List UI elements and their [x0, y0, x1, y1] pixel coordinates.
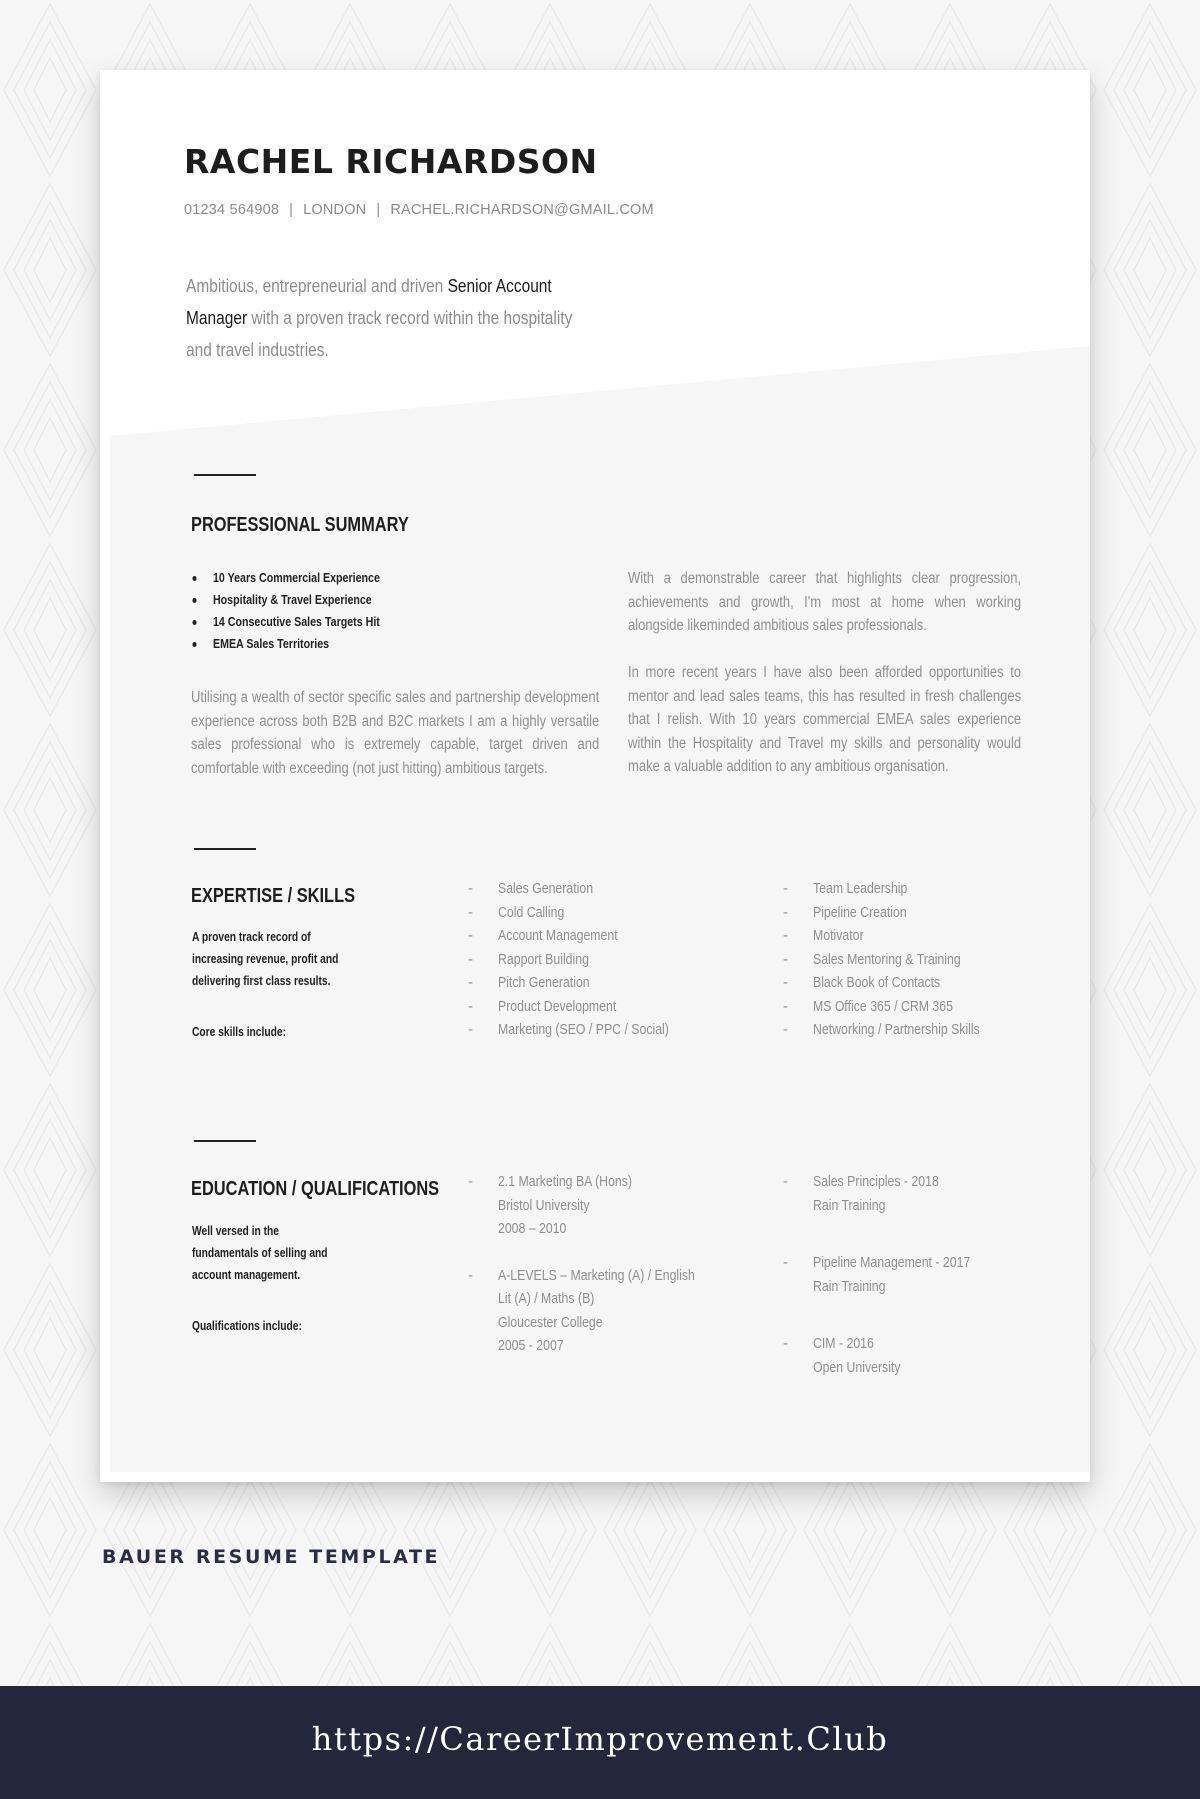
summary-left-paragraph: [191, 686, 681, 780]
contact-email: RACHEL.RICHARDSON@GMAIL.COM: [390, 202, 654, 218]
footer-bar: [0, 1686, 1200, 1799]
skills-column-1: [468, 877, 706, 1042]
education-line: 2008 – 2010: [498, 1220, 567, 1237]
contact-line: [184, 202, 654, 218]
summary-right-text: In more recent years I have also been afforded opportunities to mentor and lead sales teams, this has resulted in fresh challenges that I relish. With 10 years commercial EMEA sales experience within the Hospitality and Travel my skills and personality would make a valuable addition to any ambitious organisation.: [628, 664, 1022, 775]
intro-statement: [186, 270, 599, 366]
contact-phone: 01234 564908: [184, 202, 280, 218]
section-title-expertise: EXPERTISE / SKILLS: [191, 885, 356, 907]
candidate-name: RACHEL RICHARDSON: [184, 142, 598, 181]
expertise-note: [192, 926, 338, 1043]
education-note: [192, 1220, 328, 1337]
qualification-line: - Pipeline Management - 2017: [813, 1254, 971, 1271]
note-line: delivering first class results.: [192, 974, 331, 988]
education-line: Bristol University: [498, 1196, 590, 1214]
intro-text: Ambitious, entrepreneurial and driven: [186, 276, 448, 296]
summary-left-text: Utilising a wealth of sector specific sales and partnership development experience across both B2B and B2C markets I am a highly versatile sales professional who is extremely capable, target driven and comfortable with exceeding (not just hitting) ambitious targets.: [191, 689, 600, 777]
section-rule: [194, 474, 256, 476]
section-title-professional-summary: PROFESSIONAL SUMMARY: [191, 514, 409, 536]
summary-bullet: Hospitality & Travel Experience: [190, 589, 380, 611]
section-title-education: EDUCATION / QUALIFICATIONS: [191, 1178, 440, 1200]
education-item: [468, 1264, 738, 1358]
skill-item: - Sales Generation: [468, 877, 706, 901]
skill-item: - Pitch Generation: [468, 971, 706, 995]
summary-right-paragraph-1: [628, 567, 1090, 638]
core-skills-label: Core skills include:: [192, 1025, 286, 1039]
template-brand-label: BAUER RESUME TEMPLATE: [102, 1546, 441, 1568]
summary-bullet: 14 Consecutive Sales Targets Hit: [190, 611, 380, 633]
qualification-item: [783, 1332, 1005, 1379]
education-item: [468, 1170, 738, 1241]
section-rule: [194, 848, 256, 850]
summary-bullet-list: [190, 567, 422, 655]
qualification-line: - Sales Principles - 2018: [813, 1173, 939, 1190]
note-line: fundamentals of selling and: [192, 1246, 328, 1260]
education-line: 2005 - 2007: [498, 1337, 564, 1354]
qualification-item: [783, 1170, 1005, 1217]
contact-separator: |: [289, 202, 294, 218]
qualifications-label: Qualifications include:: [192, 1319, 302, 1333]
note-line: A proven track record of: [192, 930, 311, 944]
skill-item: - Team Leadership: [783, 877, 1016, 901]
qualification-line: Open University: [813, 1358, 901, 1376]
skill-item: - Motivator: [783, 924, 1016, 948]
education-line: Gloucester College: [498, 1313, 603, 1331]
footer-url-link[interactable]: https://CareerImprovement.Club: [311, 1719, 889, 1758]
skill-item: - Rapport Building: [468, 948, 706, 972]
note-line: Well versed in the: [192, 1224, 279, 1238]
resume-page: [100, 70, 1090, 1482]
education-column-2: [783, 1170, 1005, 1402]
education-line: Lit (A) / Maths (B): [498, 1290, 595, 1307]
education-column-1: [468, 1170, 738, 1381]
contact-separator: |: [376, 202, 381, 218]
qualification-line: - CIM - 2016: [813, 1335, 874, 1352]
skill-item: - MS Office 365 / CRM 365: [783, 995, 1016, 1019]
skill-item: - Product Development: [468, 995, 706, 1019]
skill-item: - Black Book of Contacts: [783, 971, 1016, 995]
summary-bullet: 10 Years Commercial Experience: [190, 567, 380, 589]
skill-item: - Cold Calling: [468, 901, 706, 925]
section-rule: [194, 1140, 256, 1142]
summary-bullet: EMEA Sales Territories: [190, 633, 380, 655]
intro-text: with a proven track record within the hospitality and travel industries.: [186, 308, 573, 360]
skills-column-2: [783, 877, 1016, 1042]
qualification-item: [783, 1251, 1005, 1298]
skill-item: - Account Management: [468, 924, 706, 948]
qualification-line: Rain Training: [813, 1277, 886, 1295]
skill-item: - Networking / Partnership Skills: [783, 1018, 1016, 1042]
skill-item: - Marketing (SEO / PPC / Social): [468, 1018, 706, 1042]
summary-right-paragraph-2: [628, 661, 1090, 779]
skill-item: - Sales Mentoring & Training: [783, 948, 1016, 972]
qualification-line: Rain Training: [813, 1196, 886, 1214]
education-line: - A-LEVELS – Marketing (A) / English: [498, 1266, 695, 1284]
note-line: account management.: [192, 1268, 301, 1282]
skill-item: - Pipeline Creation: [783, 901, 1016, 925]
intro-highlight: Senior Account Manager: [186, 276, 552, 328]
note-line: increasing revenue, profit and: [192, 952, 339, 966]
summary-right-text: With a demonstrable career that highlights clear progression, achievements and growth, I'm most at home when working alongside likeminded ambitious sales professionals.: [628, 570, 1022, 634]
contact-location: LONDON: [303, 202, 367, 218]
education-line: - 2.1 Marketing BA (Hons): [498, 1173, 632, 1190]
